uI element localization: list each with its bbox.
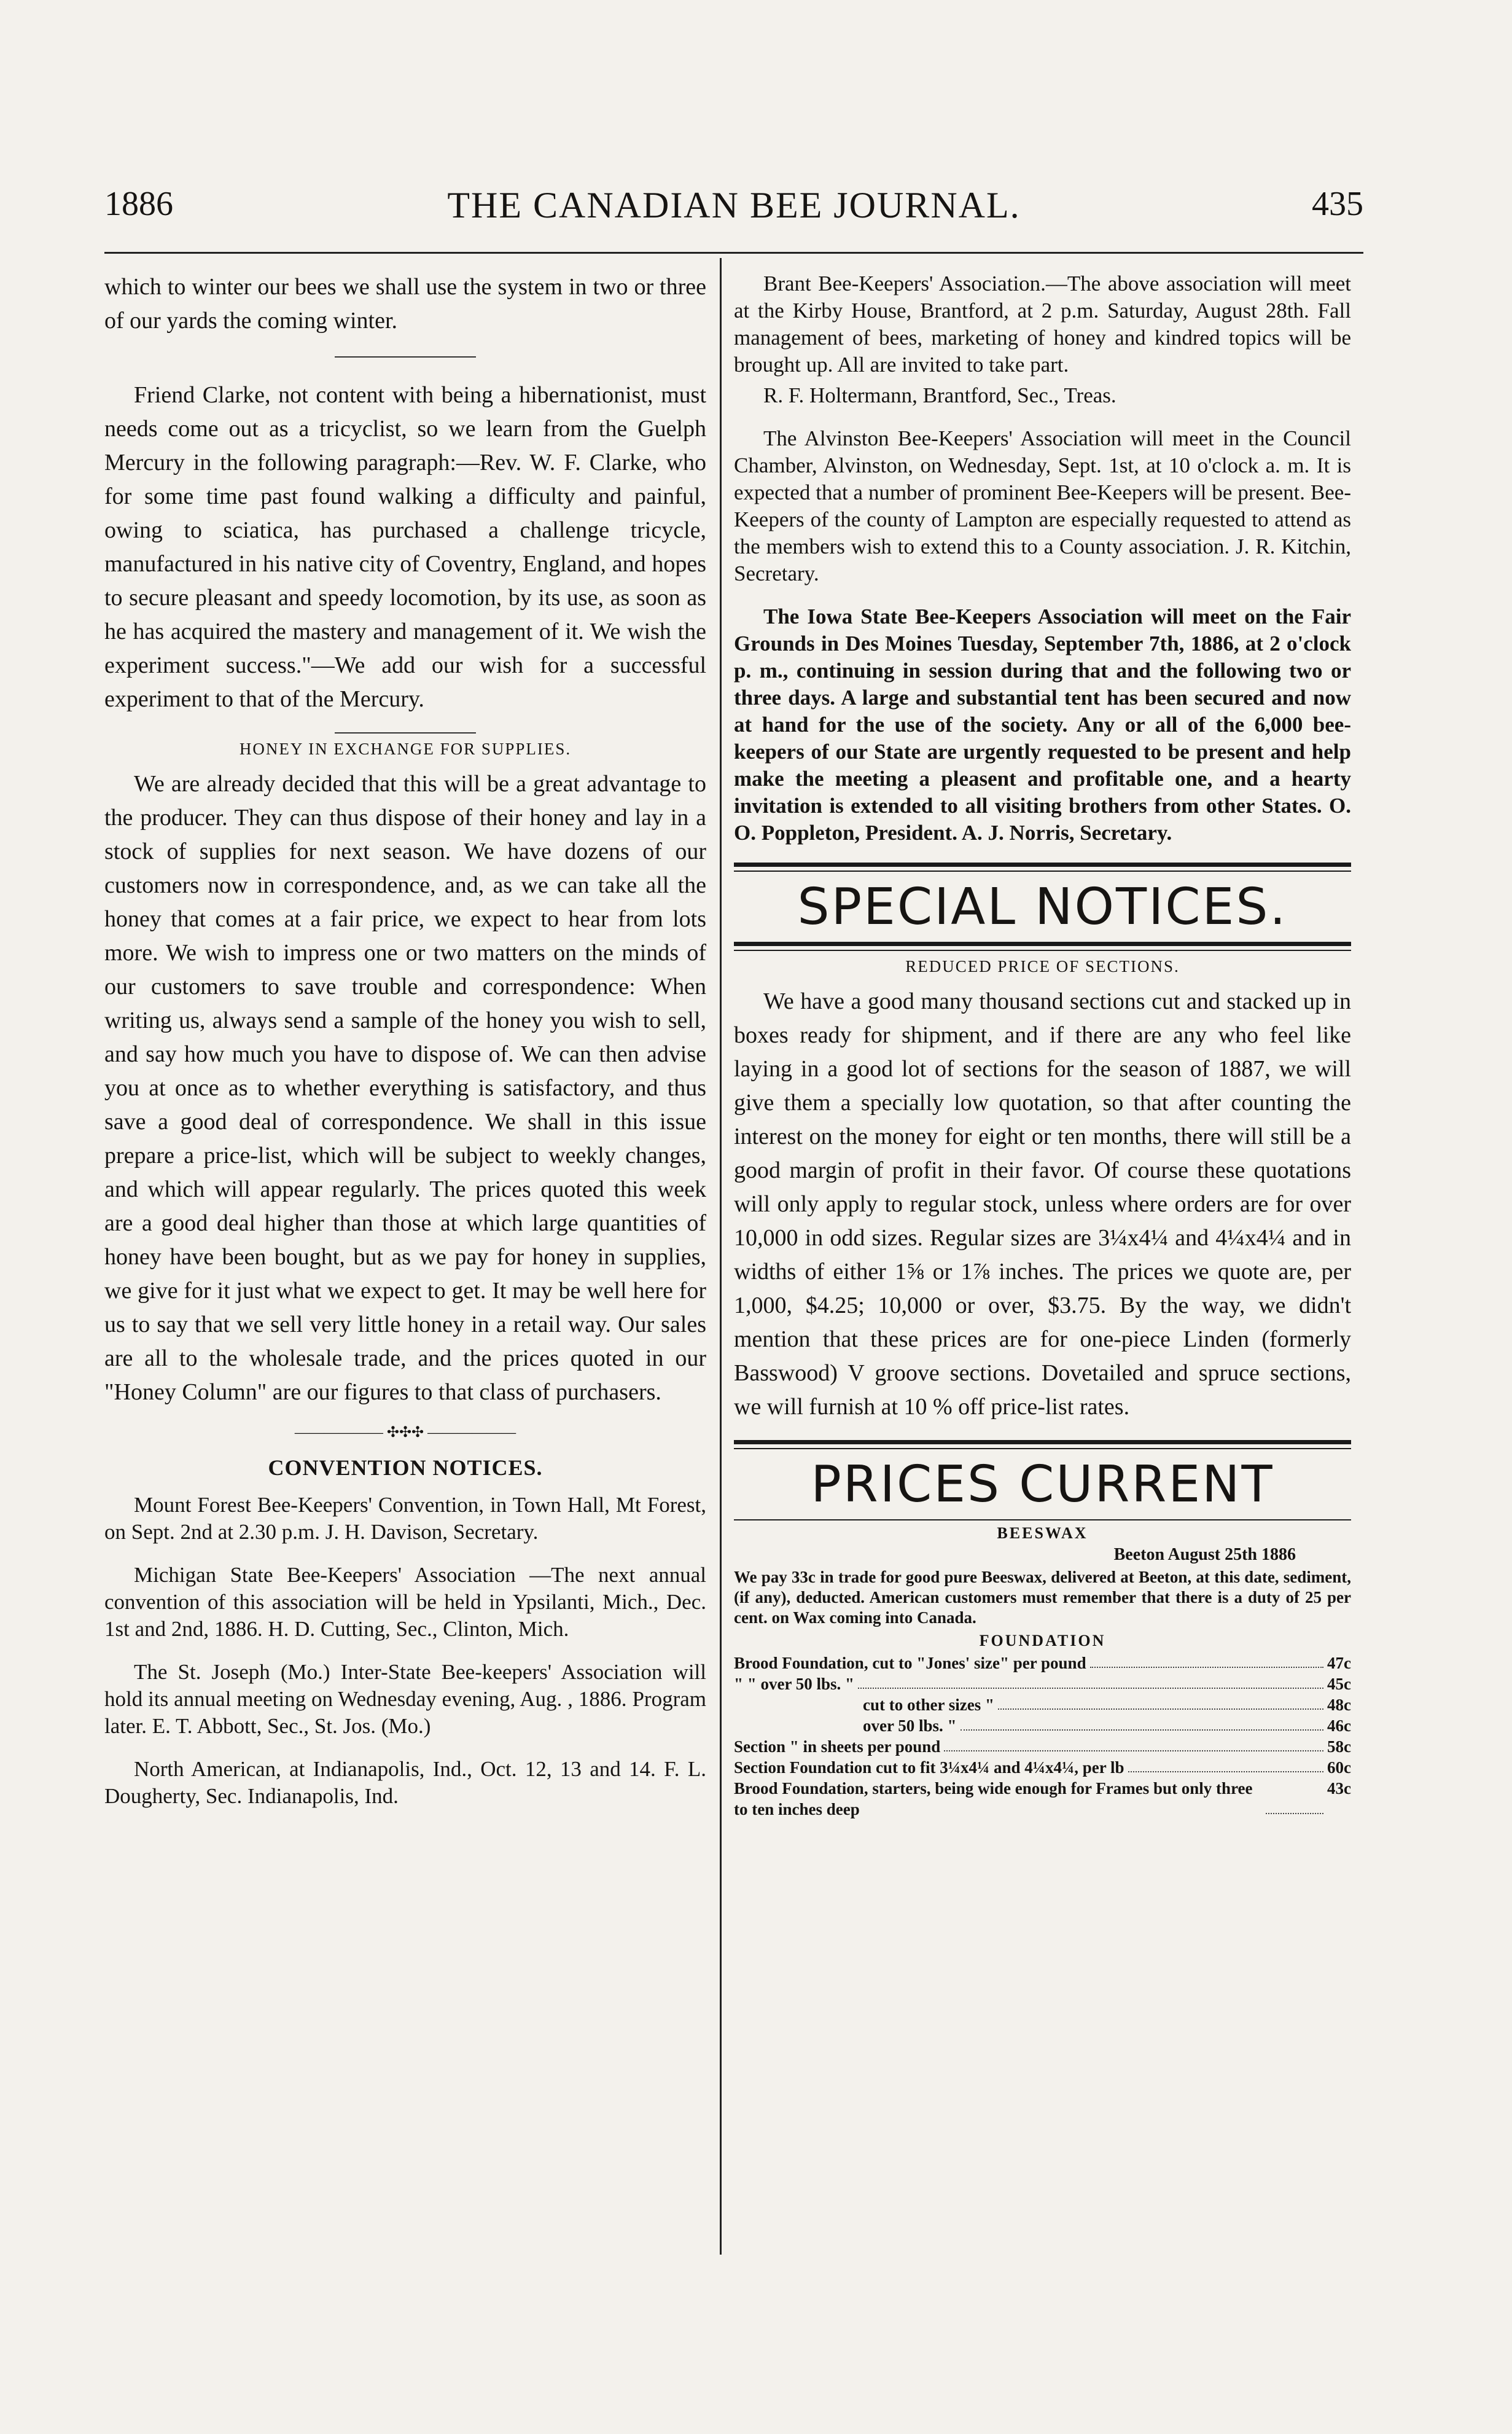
sections-heading: REDUCED PRICE OF SECTIONS. [905,957,1180,976]
price-row [734,1653,1351,1673]
price-value: 46c [1327,1716,1351,1735]
left-column [104,270,706,1826]
price-label: Brood Foundation, starters, being wide enough for Frames but only three to ten inches deep [734,1779,1253,1818]
convention-heading: CONVENTION NOTICES. [268,1455,543,1480]
header-rule [104,252,1363,254]
notice-st-joseph: The St. Joseph (Mo.) Inter-State Bee-keepers' Association will hold its annual meeting on Wednesday evening, Aug. , 1886. Program later. E. T. Abbott, Sec., St. Jos. (Mo.) [104,1660,706,1738]
special-notices-heading: SPECIAL NOTICES. [797,878,1288,936]
right-column [734,270,1351,1820]
price-row [734,1736,1351,1757]
journal-title: THE CANADIAN BEE JOURNAL. [447,185,1021,225]
notice-mount-forest: Mount Forest Bee-Keepers' Convention, in Town Hall, Mt Forest, on Sept. 2nd at 2.30 p.m. J. H. Davison, Secretary. [104,1493,706,1544]
price-value: 60c [1327,1758,1351,1777]
price-label: Section Foundation cut to fit 3¼x4¼ and 4¼x4¼, per lb [734,1758,1124,1777]
page-header [104,184,1363,233]
foundation-heading: FOUNDATION [979,1632,1106,1649]
notice-brant: Brant Bee-Keepers' Association.—The above association will meet at the Kirby House, Brantford, at 2 p.m. Saturday, August 28th. Fall management of bees, marketing of honey and kindred topics will be brought up. All are invited to take part. [734,272,1351,377]
price-value: 58c [1327,1737,1351,1756]
price-row [734,1757,1351,1778]
price-value: 47c [1327,1654,1351,1672]
double-rule [734,942,1351,951]
header-year: 1886 [104,185,173,223]
price-row [734,1778,1351,1820]
notice-iowa: The Iowa State Bee-Keepers Association will meet on the Fair Grounds in Des Moines Tuesday, September 7th, 1886, at 2 o'clock p. m., continuing in session during that and the following two or three days. A large and substantial tent has been secured and now at hand for the use of the society. Any or all of the 6,000 bee-keepers of our State are urgently requested to be present and help make the meeting a pleasent and profitable one, and a hearty invitation is extended to all visiting brothers from other States. O. O. Poppleton, President. A. J. Norris, Secretary. [734,605,1351,845]
notice-north-american: North American, at Indianapolis, Ind., Oct. 12, 13 and 14. F. L. Dougherty, Sec. Indianapolis, Ind. [104,1757,706,1808]
double-rule [734,1440,1351,1449]
honey-heading: HONEY IN EXCHANGE FOR SUPPLIES. [239,740,572,758]
notice-michigan: Michigan State Bee-Keepers' Association —The next annual convention of this association will be held in Ypsilanti, Mich., Dec. 1st and 2nd, 1886. H. D. Cutting, Sec., Clinton, Mich. [104,1563,706,1641]
prices-current-heading: PRICES CURRENT [811,1455,1274,1514]
sections-paragraph: We have a good many thousand sections cut and stacked up in boxes ready for shipment, and if there are any who feel like laying in a good lot of sections for the season of 1887, we will give them a specially low quotation, so that after counting the interest on the money for eight or ten months, there will still be a good margin of profit in their favor. Of course these quotations will only apply to regular stock, unless where orders are for over 10,000 in odd sizes. Regular sizes are 3¼x4¼ and 4¼x4¼ and in widths of either 1⅝ or 1⅞ inches. The prices we quote are, per 1,000, $4.25; 10,000 or over, $3.75. By the way, we didn't mention that these prices are for one-piece Linden (formerly Basswood) V groove sections. Dovetailed and spruce sections, we will furnish at 10 % off price-list rates. [734,988,1351,1420]
double-rule [734,863,1351,872]
notice-brant-signature: R. F. Holtermann, Brantford, Sec., Treas. [763,383,1116,407]
price-value: 43c [1327,1779,1351,1798]
thin-rule [734,1519,1351,1520]
price-label: cut to other sizes " [863,1696,994,1714]
price-label: " " over 50 lbs. " [734,1675,854,1693]
price-label: Brood Foundation, cut to "Jones' size" per pound [734,1654,1086,1672]
price-row [734,1694,1351,1715]
column-divider [720,258,722,2255]
price-value: 48c [1327,1696,1351,1714]
section-divider [335,732,476,734]
beeswax-text: We pay 33c in trade for good pure Beeswax, delivered at Beeton, at this date, sediment, (if any), deducted. American customers must remember that there is a duty of 25 per cent. on Wax coming into Canada. [734,1568,1351,1627]
page-number: 435 [1312,185,1363,223]
opening-paragraph: which to winter our bees we shall use the system in two or three of our yards the coming winter. [104,274,706,334]
price-label: over 50 lbs. " [863,1716,957,1735]
honey-paragraph: We are already decided that this will be a great advantage to the producer. They can thus dispose of their honey and lay in a stock of supplies for next season. We have dozens of our customers now in correspondence, and, as we can take all the honey that comes at a fair price, we expect to hear from lots more. We wish to impress one or two matters on the minds of our customers to save trouble and correspondence: When writing us, always send a sample of the honey you wish to sell, and say how much you have to dispose of. We can then advise you at once as to whether everything is satisfactory, and thus save a good deal of correspondence. We shall in this issue prepare a price-list, which will be subject to weekly changes, and which will appear regularly. The prices quoted this week are a good deal higher than those at which large quantities of honey have been bought, but as we pay for honey in supplies, we give for it just what we expect to get. It may be well here for us to say that we sell very little honey in a retail way. Our sales are all to the wholesale trade, and the prices quoted in our "Honey Column" are our figures to that class of purchasers. [104,771,706,1405]
beeswax-date: Beeton August 25th 1886 [1113,1545,1296,1564]
price-value: 45c [1327,1675,1351,1693]
beeswax-heading: BEESWAX [997,1524,1088,1542]
price-row [734,1715,1351,1736]
notice-alvinston: The Alvinston Bee-Keepers' Association will meet in the Council Chamber, Alvinston, on Wednesday, Sept. 1st, at 10 o'clock a. m. It is expected that a number of prominent Bee-Keepers will be present. Bee-Keepers of the county of Lampton are especially requested to attend as the members wish to extend this to a County association. J. R. Kitchin, Secretary. [734,426,1351,585]
price-row [734,1673,1351,1694]
ornament-divider: —————— ✣✣✣ —————— [294,1425,516,1441]
clarke-paragraph: Friend Clarke, not content with being a hibernationist, must needs come out as a tricyclist, so we learn from the Guelph Mercury in the following paragraph:—Rev. W. F. Clarke, who for some time past found walking a difficulty and painful, owing to sciatica, has purchased a challenge tricycle, manufactured in his native city of Coventry, England, and hopes to secure pleasant and speedy locomotion, by its use, as soon as he has acquired the mastery and management of it. We wish the experiment success."—We add our wish for a successful experiment to that of the Mercury. [104,382,706,712]
section-divider [335,356,476,358]
price-label: Section " in sheets per pound [734,1737,941,1756]
